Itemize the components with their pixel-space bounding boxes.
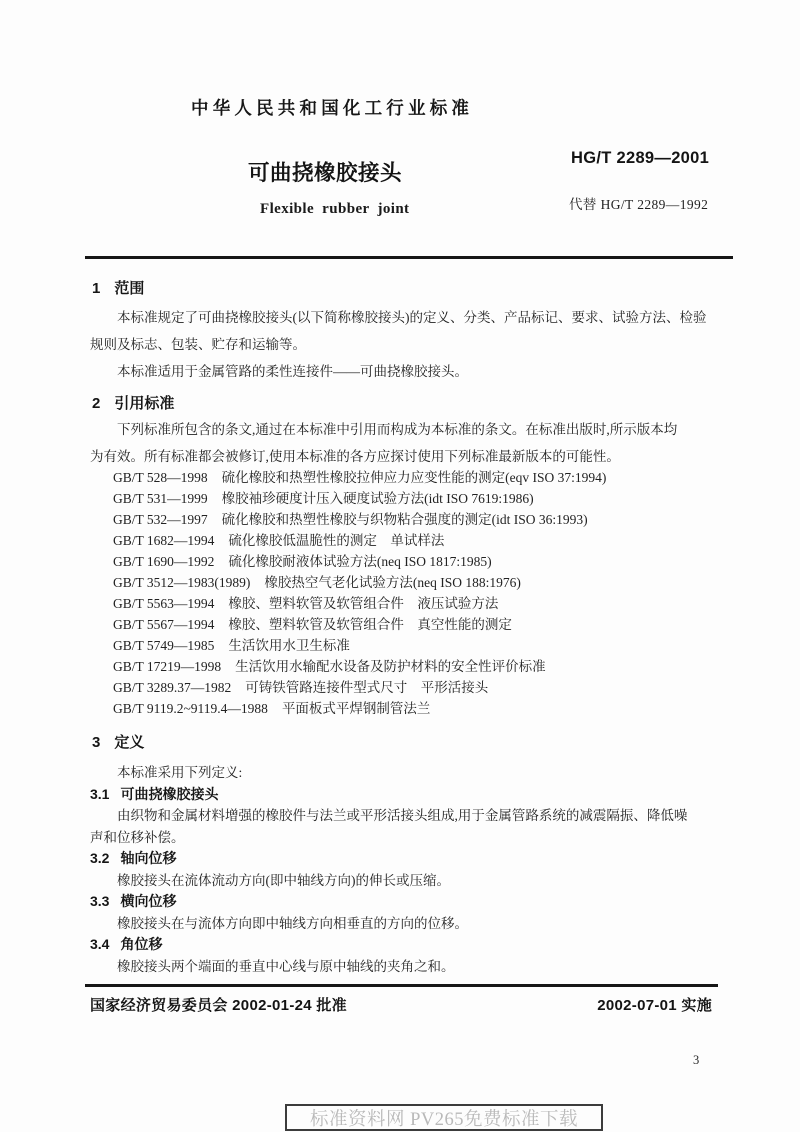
reference-item	[90, 614, 730, 635]
reference-title: 橡胶袖珍硬度计压入硬度试验方法(idt ISO 7619:1986)	[221, 491, 534, 506]
reference-code: GB/T 3289.37—1982	[113, 680, 232, 695]
term-definition-line: 橡胶接头在与流体方向即中轴线方向相垂直的方向的位移。	[117, 915, 468, 931]
reference-code: GB/T 1690—1992	[113, 554, 215, 569]
term-number: 3.4	[90, 936, 110, 952]
reference-title: 硫化橡胶低温脆性的测定 单试样法	[228, 533, 445, 548]
reference-item	[90, 677, 730, 698]
section-2-title: 引用标准	[114, 395, 175, 412]
reference-item	[90, 551, 730, 572]
standard-title-english: Flexible rubber joint	[260, 201, 410, 217]
section-1-body	[90, 304, 730, 385]
reference-code: GB/T 532—1997	[113, 512, 208, 527]
referenced-standards-list	[90, 467, 730, 719]
reference-item	[90, 698, 730, 719]
section-2-heading	[92, 392, 174, 413]
reference-code: GB/T 531—1999	[113, 491, 208, 506]
term-name: 横向位移	[120, 893, 177, 909]
term-definition-line: 由织物和金属材料增强的橡胶件与法兰或平形活接头组成,用于金属管路系统的减震隔振、降低噪	[117, 808, 688, 823]
reference-title: 生活饮用水卫生标准	[228, 638, 350, 653]
section-2-number: 2	[92, 395, 101, 412]
section-3-body	[90, 762, 730, 977]
paragraph-line: 本标准适用于金属管路的柔性连接件——可曲挠橡胶接头。	[117, 364, 468, 379]
term-definition-line: 橡胶接头在流体流动方向(即中轴线方向)的伸长或压缩。	[117, 872, 450, 888]
term-number: 3.2	[90, 850, 110, 866]
term-name: 可曲挠橡胶接头	[120, 785, 219, 802]
term-name: 轴向位移	[120, 850, 177, 866]
section-3-heading	[92, 731, 144, 752]
reference-code: GB/T 1682—1994	[113, 533, 215, 548]
paragraph-line: 规则及标志、包装、贮存和运输等。	[90, 337, 306, 352]
paragraph-line: 下列标准所包含的条文,通过在本标准中引用而构成为本标准的条文。在标准出版时,所示版本均	[117, 422, 678, 437]
standard-category-heading: 中华人民共和国化工行业标准	[191, 98, 474, 118]
reference-title: 橡胶热空气老化试验方法(neq ISO 188:1976)	[264, 575, 521, 590]
reference-item	[90, 488, 730, 509]
reference-title: 硫化橡胶和热塑性橡胶拉伸应力应变性能的测定(eqv ISO 37:1994)	[221, 470, 607, 485]
reference-title: 橡胶、塑料软管及软管组合件 液压试验方法	[228, 596, 499, 611]
reference-item	[90, 467, 730, 488]
reference-title: 硫化橡胶耐液体试验方法(neq ISO 1817:1985)	[228, 554, 492, 569]
reference-code: GB/T 5563—1994	[113, 596, 215, 611]
reference-title: 可铸铁管路连接件型式尺寸 平形活接头	[245, 680, 489, 695]
term-number: 3.1	[90, 785, 110, 802]
reference-code: GB/T 17219—1998	[113, 659, 222, 674]
term-heading	[90, 848, 730, 870]
term-heading	[90, 934, 730, 956]
reference-item	[90, 656, 730, 677]
watermark-text: 标准资料网 PV265免费标准下载	[309, 1109, 579, 1130]
paragraph-line: 本标准规定了可曲挠橡胶接头(以下简称橡胶接头)的定义、分类、产品标记、要求、试验方法、检验	[117, 310, 707, 325]
approval-note: 国家经济贸易委员会 2002-01-24 批准	[90, 997, 347, 1014]
reference-item	[90, 593, 730, 614]
term-heading	[90, 891, 730, 913]
page-number: 3	[693, 1053, 700, 1067]
paragraph-line: 本标准采用下列定义:	[117, 765, 243, 780]
reference-item	[90, 530, 730, 551]
reference-code: GB/T 3512—1983(1989)	[113, 575, 251, 590]
reference-code: GB/T 9119.2~9119.4—1988	[113, 701, 268, 716]
paragraph-line: 为有效。所有标准都会被修订,使用本标准的各方应探讨使用下列标准最新版本的可能性。	[90, 449, 620, 464]
section-1-title: 范围	[114, 280, 145, 297]
reference-title: 橡胶、塑料软管及软管组合件 真空性能的测定	[228, 617, 512, 632]
watermark-box	[285, 1104, 603, 1131]
replaces-note: 代替 HG/T 2289—1992	[569, 197, 709, 212]
term-definition-line: 橡胶接头两个端面的垂直中心线与原中轴线的夹角之和。	[117, 958, 455, 974]
implementation-note: 2002-07-01 实施	[597, 997, 712, 1014]
standard-title-chinese: 可曲挠橡胶接头	[248, 161, 403, 185]
standard-number: HG/T 2289—2001	[571, 149, 710, 167]
reference-item	[90, 572, 730, 593]
header-rule	[85, 256, 733, 259]
term-number: 3.3	[90, 893, 110, 909]
section-1-heading	[92, 277, 144, 298]
section-3-title: 定义	[114, 734, 145, 751]
reference-title: 硫化橡胶和热塑性橡胶与织物粘合强度的测定(idt ISO 36:1993)	[221, 512, 588, 527]
term-heading	[90, 784, 730, 806]
reference-code: GB/T 5749—1985	[113, 638, 215, 653]
reference-title: 生活饮用水输配水设备及防护材料的安全性评价标准	[235, 659, 546, 674]
reference-title: 平面板式平焊钢制管法兰	[281, 701, 431, 716]
reference-code: GB/T 5567—1994	[113, 617, 215, 632]
reference-code: GB/T 528—1998	[113, 470, 208, 485]
reference-item	[90, 635, 730, 656]
section-1-number: 1	[92, 280, 101, 297]
section-2-intro	[90, 416, 730, 470]
term-name: 角位移	[120, 936, 163, 952]
footer-rule	[85, 984, 718, 987]
reference-item	[90, 509, 730, 530]
section-3-number: 3	[92, 734, 101, 751]
term-definition-line: 声和位移补偿。	[90, 829, 185, 845]
